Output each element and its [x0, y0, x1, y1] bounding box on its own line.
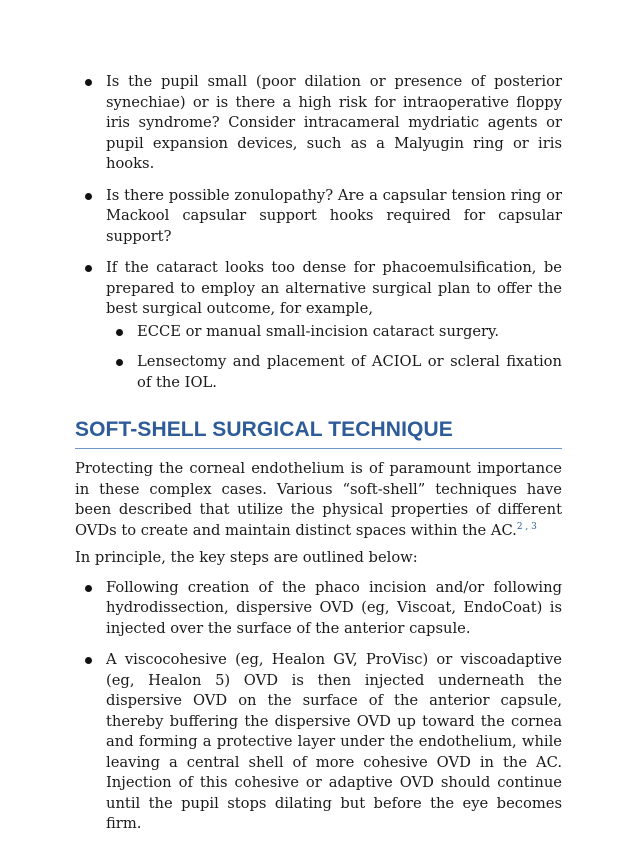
alternative-plans-list — [106, 322, 562, 394]
paragraph-text: Protecting the corneal endothelium is of paramount importance in these complex cases. Various “soft-shell” techniques have been described that utilize the physical properties of different OVDs to create and maintain distinct spaces within the AC. — [75, 460, 562, 539]
sub-list-item-text: ECCE or manual small-incision cataract surgery. — [137, 322, 500, 340]
sub-list-item — [106, 322, 562, 343]
list-item-text: Is there possible zonulopathy? Are a capsular tension ring or Mackool capsular support hooks required for capsular support? — [106, 186, 562, 245]
bullet-icon — [116, 359, 123, 366]
key-steps-list — [75, 578, 562, 835]
bullet-icon — [85, 265, 92, 272]
list-item — [75, 72, 562, 175]
list-item — [75, 186, 562, 248]
intro-paragraph — [75, 459, 562, 541]
reference-links[interactable]: 2 , 3 — [516, 521, 537, 532]
bullet-icon — [85, 193, 92, 200]
list-item-text: If the cataract looks too dense for phacoemulsification, be prepared to employ an alternative surgical plan to offer the best surgical outcome, for example, — [106, 259, 562, 317]
section-heading: SOFT-SHELL SURGICAL TECHNIQUE — [75, 415, 562, 449]
bullet-icon — [85, 79, 92, 86]
list-item — [75, 650, 562, 835]
list-item-text: A viscocohesive (eg, Healon GV, ProVisc) or viscoadaptive (eg, Healon 5) OVD is then injected underneath the dispersive OVD on the surface of the anterior capsule, thereby buffering the dispersive OVD up toward the cornea and forming a protective layer under the endothelium, while leaving a central shell of more cohesive OVD in the AC. Injection of this cohesive or adaptive OVD should continue until the pupil stops dilating but before the eye becomes firm. — [106, 651, 562, 832]
principle-paragraph: In principle, the key steps are outlined below: — [75, 549, 418, 566]
list-item-text: Is the pupil small (poor dilation or presence of posterior synechiae) or is there a high risk for intraoperative floppy iris syndrome? Consider intracameral mydriatic agents or pupil expansion devices, such as a Malyugin ring or iris hooks. — [106, 73, 562, 172]
page-content — [75, 72, 562, 846]
bullet-icon — [85, 585, 92, 592]
list-item — [75, 578, 562, 640]
sub-list-item — [106, 352, 562, 393]
bullet-icon — [85, 657, 92, 664]
list-item-text: Following creation of the phaco incision and/or following hydrodissection, dispersive OVD (eg, Viscoat, EndoCoat) is injected over the surface of the anterior capsule. — [106, 578, 562, 637]
list-item — [75, 258, 562, 393]
bullet-icon — [116, 329, 123, 336]
preop-considerations-list — [75, 72, 562, 393]
sub-list-item-text: Lensectomy and placement of ACIOL or scleral fixation of the IOL. — [137, 353, 562, 391]
